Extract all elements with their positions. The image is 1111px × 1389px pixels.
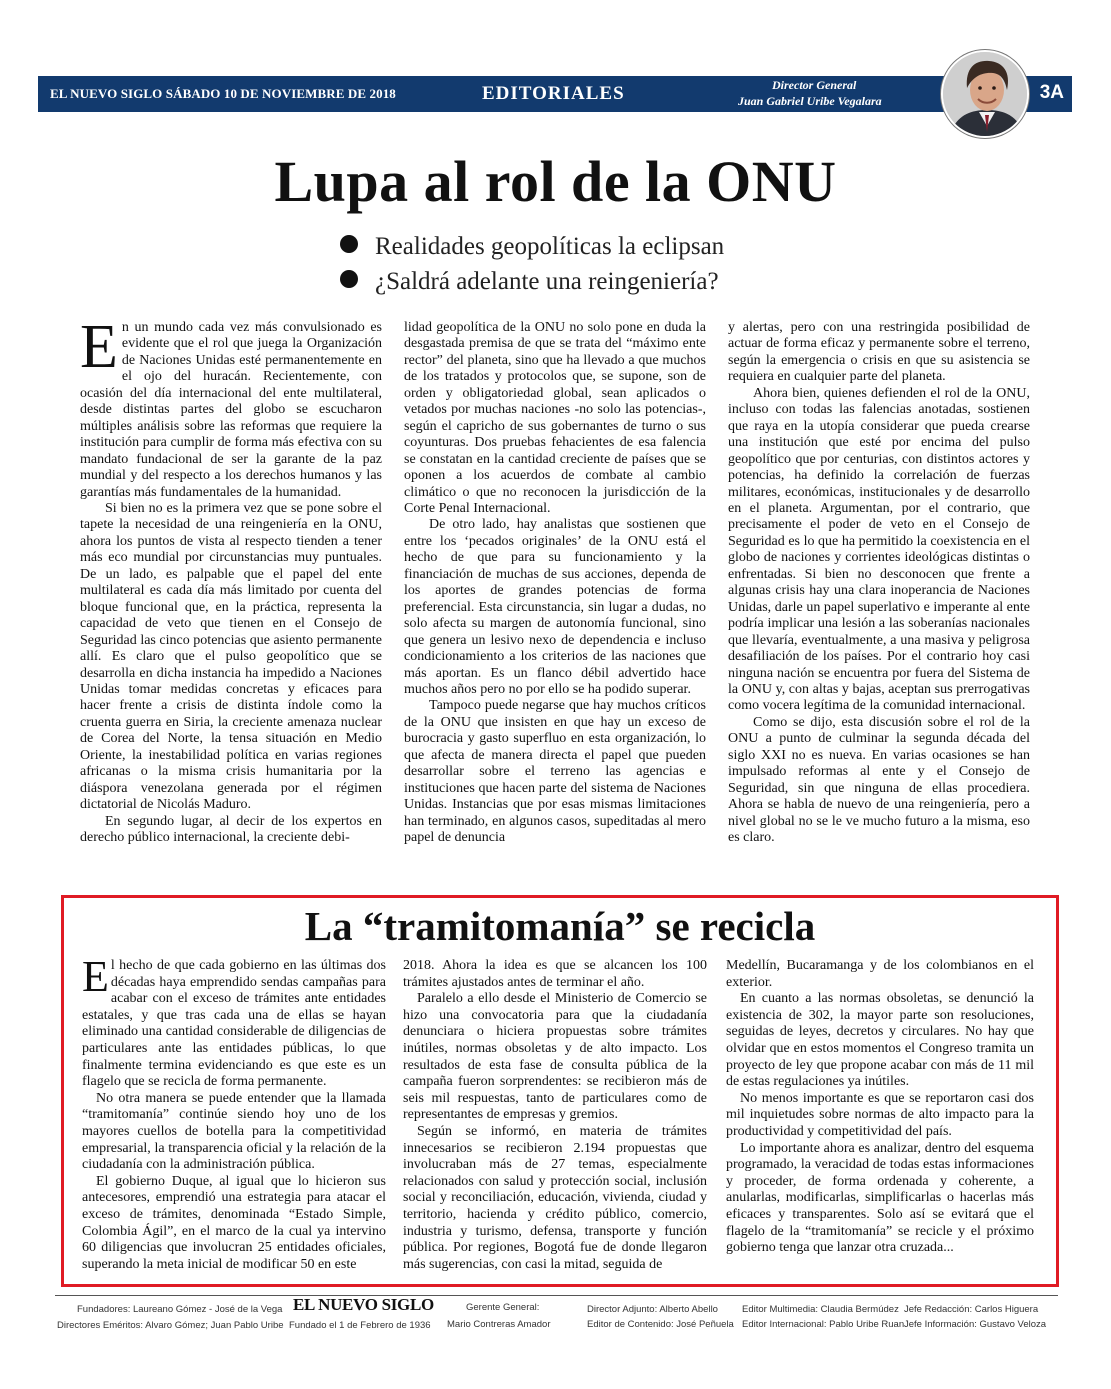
paragraph: Medellín, Bucaramanga y de los colombianos en el exterior. <box>726 958 1034 990</box>
main-column-3 <box>728 320 1030 847</box>
footer-newsroom: Jefe Redacción: Carlos Higuera <box>904 1304 1039 1315</box>
paragraph: l hecho de que cada gobierno en las últimas dos décadas haya emprendido sendas campañas para acabar con el exceso de trámites ante entidades estatales, y que tras cada una de ellas se hayan eliminado una cantidad considerable de diligencias de particulares ante las entidades públicas, lo que finalmente termina evidenciando es que este es un flagelo que se recicla de forma permanente. <box>82 958 386 1090</box>
bullet-dot-icon <box>340 235 358 253</box>
second-editorial-title: La “tramitomanía” se recicla <box>304 903 816 949</box>
footer-divider <box>55 1295 1058 1296</box>
paragraph: 2018. Ahora la idea es que se alcancen los 100 trámites ajustados antes de terminar el año. <box>403 958 707 990</box>
footer-international: Editor Internacional: Pablo Uribe Ruan <box>742 1319 905 1330</box>
header-band <box>38 76 1072 112</box>
second-column-1 <box>82 952 386 1273</box>
footer-founders: Fundadores: Laureano Gómez - José de la Vega <box>77 1304 283 1315</box>
footer-deputy: Director Adjunto: Alberto Abello <box>587 1304 718 1315</box>
drop-cap: E <box>82 952 109 1001</box>
paragraph: De otro lado, hay analistas que sostienen que entre los ‘pecados originales’ de la ONU está el hecho de que para su funcionamiento y la financiación de muchas de sus acciones, dependa de los aportes de grandes potencias de forma preferencial. Esta circunstancia, sin lugar a dudas, no solo afecta su margen de autonomía funcional, sino que genera un lesivo nexo de dependencia e incluso condicionamiento a los criterios de las naciones que más aportan. Es un flanco débil advertido hace muchos años pero no por ello se ha podido superar. <box>404 517 706 697</box>
section-title: EDITORIALES <box>482 83 625 104</box>
paragraph: n un mundo cada vez más convulsionado es evidente que el rol que juega la Organización de Naciones Unidas esté permanentemente en el ojo del huracán. Recientemente, con ocasión del día internacional del ente multilateral, desde distintas partes del globo se escucharon múltiples análisis sobre las reformas que requiere la institución para cumplir de forma más efectiva con su mandato fundacional de ser la garante de la paz mundial y del respecto a los derechos humanos y las garantías más fundamentales de la humanidad. <box>80 320 382 500</box>
director-photo <box>941 50 1029 138</box>
subtitle-bullet <box>340 233 724 261</box>
paragraph: Tampoco puede negarse que hay muchos críticos de la ONU que insisten en que hay un exceso de burocracia y gasto superfluo en esta organización, lo que afecta de manera directa el papel que pueden desarrollar sobre el terreno las agencias e instituciones que hacen parte del sistema de Naciones Unidas. Instancias que por esas mismas limitaciones han terminado, en algunos casos, supeditadas al mero papel de denuncia <box>404 698 706 846</box>
main-column-1 <box>80 313 382 847</box>
paragraph: Como se dijo, esta discusión sobre el rol de la ONU a punto de culminar la segunda década del siglo XXI no es nueva. En varias ocasiones se han impulsado reformas al ente y el Consejo de Seguridad, sin que ninguna de ellas procediera. Ahora se habla de nuevo de una reingeniería, pero a nivel global no se le ve mucho futuro a la misma, eso es claro. <box>728 714 1030 846</box>
footer-manager-label: Gerente General: <box>466 1302 540 1313</box>
drop-cap: E <box>80 313 118 381</box>
footer-logo: EL NUEVO SIGLO <box>293 1295 434 1314</box>
bullet-dot-icon <box>340 270 358 288</box>
main-editorial-title: Lupa al rol de la ONU <box>274 149 837 214</box>
director-label: Director General <box>772 78 857 92</box>
paragraph: En segundo lugar, al decir de los expertos en derecho público internacional, la creciente debi- <box>80 813 382 846</box>
director-portrait-icon <box>943 52 1029 138</box>
footer-info: Jefe Información: Gustavo Veloza <box>904 1319 1047 1330</box>
paragraph: En cuanto a las normas obsoletas, se denunció la existencia de 302, la mayor parte son resoluciones, seguidas de leyes, decretos y circulares. No hay que olvidar que en estos momentos el Congreso tramita un proyecto de ley que propone acabar con más de 11 mil de estas regulaciones ya inútiles. <box>726 991 1034 1090</box>
paragraph: Ahora bien, quienes defienden el rol de la ONU, incluso con todas las falencias anotadas, sostienen que raya en la utopía considerar que pueda crearse una institución que esté por encima del pulso geopolítico que por centurias, con distintos actores y potencias, ha definido la correlación de fuerzas militares, económicas, institucionales y de desarrollo en el planeta. Argumentan, por el contrario, que precisamente el poder de veto en el Consejo de Seguridad es lo que ha permitido la coexistencia en el globo de naciones y corrientes ideológicas distintas o enfrentadas. Si bien no desconocen que frente a algunas crisis hay una clara inoperancia de Naciones Unidas, darle un papel superlativo e imperante al ente podría implicar una lesión a las soberanías nacionales que llevaría, eventualmente, a una masiva y peligrosa desafiliación de los países. Por el contrario hoy casi ninguna nación se encuentra por fuera del Sistema de la ONU y, con altas y bajas, aceptan sus prerrogativas como vocera legítima de la comunidad internacional. <box>728 385 1030 714</box>
second-column-2 <box>403 958 707 1273</box>
paragraph: Paralelo a ello desde el Ministerio de Comercio se hizo una convocatoria para que la ciudadanía denunciara o hiciera propuestas sobre trámites inútiles, normas obsoletas y de alto impacto. Los resultados de esta fase de consulta pública de la campaña fueron sorprendentes: se recibieron más de seis mil respuestas, tanto de particulares como de representantes de empresas y gremios. <box>403 991 707 1123</box>
director-name: Juan Gabriel Uribe Vegalara <box>738 94 882 108</box>
subtitle-bullet <box>340 268 719 296</box>
footer-multimedia: Editor Multimedia: Claudia Bermúdez <box>742 1304 899 1315</box>
paragraph: Si bien no es la primera vez que se pone sobre el tapete la necesidad de una reingeniería en la ONU, ahora los puntos de vista al respecto tienden a tener más eco mundial por circunstancias muy puntuales. De un lado, es palpable que el papel del ente multilateral es cada día más limitado por cuenta del bloque funcional que, en la práctica, representa la capacidad de veto que tienen en el Consejo de Seguridad las cinco potencias que asiento permanente allí. Es claro que el pulso geopolítico que se desarrolla en dicha instancia ha impedido a Naciones Unidas tomar medidas concretas y eficaces para hacer frente a crisis de distinta índole como la cruenta guerra en Siria, la creciente amenaza nuclear de Corea del Norte, la tensa situación en Medio Oriente, la inestabilidad política en varias regiones africanas o la misma crisis humanitaria por la diáspora venezolana generada por el régimen dictatorial de Nicolás Maduro. <box>80 500 382 813</box>
paragraph: Lo importante ahora es analizar, dentro del esquema programado, la veracidad de todas estas informaciones y proceder, de forma ordenada y coherente, a anularlas, modificarlas, simplificarlas o hacerlas más eficaces y transparentes. Solo así se evitará que el flagelo de la “tramitomanía” se recicle y el próximo gobierno tenga que lanzar otra cruzada... <box>726 1140 1034 1256</box>
subtitle-text: ¿Saldrá adelante una reingeniería? <box>375 268 719 295</box>
paragraph: lidad geopolítica de la ONU no solo pone en duda la desgastada premisa de que se trata del “máximo ente rector” del planeta, sino que ha llevado a que muchos de los tratados y protocolos que, se supone, son de orden y obligatoriedad global, sean aplicados o vetados por muchas naciones -no solo las potencias-, según el capricho de sus gobernantes de turno o sus coyunturas. Dos pruebas fehacientes de esa falencia se constatan en la cantidad creciente de países que se oponen a los acuerdos de combate al cambio climático o que no reconocen la jurisdicción de la Corte Penal Internacional. <box>404 320 706 516</box>
footer-emeritus: Directores Eméritos: Alvaro Gómez; Juan Pablo Uribe <box>57 1320 284 1331</box>
page-number: 3A <box>1039 82 1064 103</box>
footer-manager-name: Mario Contreras Amador <box>447 1319 551 1330</box>
main-column-2 <box>404 320 706 847</box>
header-date-line: EL NUEVO SIGLO SÁBADO 10 DE NOVIEMBRE DE 2018 <box>50 86 396 101</box>
paragraph: El gobierno Duque, al igual que lo hicieron sus antecesores, emprendió una estrategia para atacar el exceso de trámites, denominada “Estado Simple, Colombia Ágil”, en el marco de la cual ya intervino 60 diligencias que involucran 25 entidades oficiales, superando la meta inicial de modificar 50 en este <box>82 1173 386 1272</box>
paragraph: No menos importante es que se reportaron casi dos mil inquietudes sobre normas de alto impacto para la productividad y competitividad del país. <box>726 1090 1034 1139</box>
paragraph: Según se informó, en materia de trámites innecesarios se recibieron 2.194 propuestas que involucraban más de 27 temas, especialmente relacionados con salud y protección social, inclusión social y reconciliación, educación, vivienda, ciudad y territorio, hacienda y crédito público, comercio, industria y turismo, defensa, transporte y función pública. Por regiones, Bogotá fue de donde llegaron más sugerencias, con casi la mitad, seguida de <box>403 1123 707 1272</box>
subtitle-text: Realidades geopolíticas la eclipsan <box>375 233 725 260</box>
second-editorial-box <box>61 895 1059 1287</box>
paragraph: No otra manera se puede entender que la llamada “tramitomanía” continúe siendo hoy uno de los mayores cuellos de botella para la competitividad empresarial, la transparencia oficial y la relación de la ciudadanía con la administración pública. <box>82 1090 386 1173</box>
second-column-3 <box>726 958 1034 1257</box>
paragraph: y alertas, pero con una restringida posibilidad de actuar de forma eficaz y permanente sobre el terreno, según la emergencia o crisis en que su asistencia se requiera en cualquier parte del planeta. <box>728 320 1030 385</box>
footer-content-editor: Editor de Contenido: José Peñuela <box>587 1319 734 1330</box>
footer-founded: Fundado el 1 de Febrero de 1936 <box>289 1320 431 1331</box>
